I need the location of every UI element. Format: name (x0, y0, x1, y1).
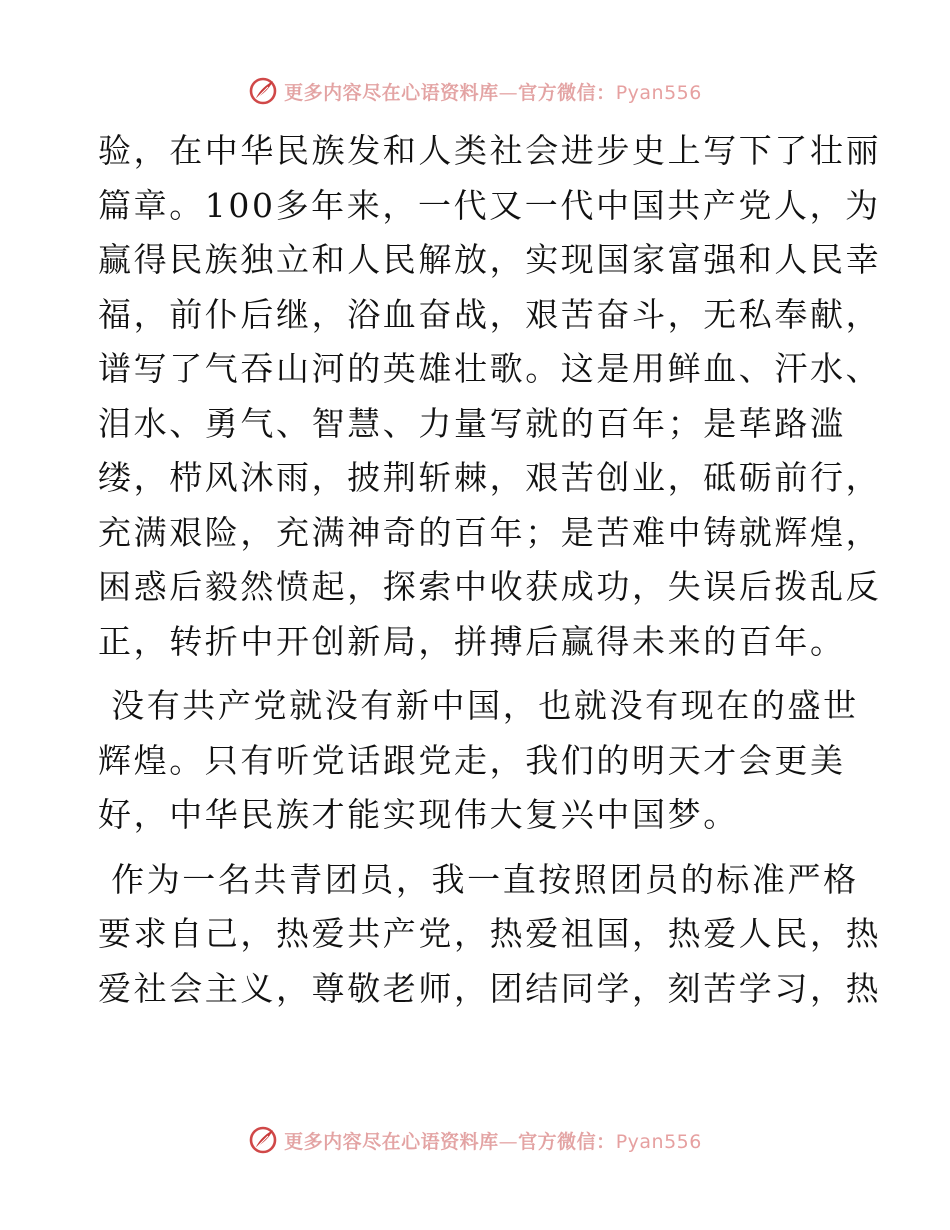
watermark-text (284, 78, 702, 105)
text-line: 赢得民族独立和人民解放，实现国家富强和人民幸 (98, 240, 882, 279)
watermark-wechat-id: Pyan556 (615, 1130, 702, 1153)
text-line: 谱写了气吞山河的英雄壮歌。这是用鲜血、汗水、 (98, 349, 882, 388)
text-line: 泪水、勇气、智慧、力量写就的百年；是荜路滥 (98, 403, 846, 443)
watermark-title: 更多内容尽在心语资料库 (284, 81, 499, 104)
text-line: 要求自己，热爱共产党，热爱祖国，热爱人民，热 (98, 914, 882, 953)
text-line: 没有共产党就没有新中国，也就没有现在的盛世 (98, 686, 859, 725)
watermark-separator: — (498, 1130, 519, 1153)
text-line: 作为一名共青团员，我一直按照团员的标准严格 (98, 859, 859, 899)
text-line: 篇章。100多年来，一代又一代中国共产党人，为 (98, 185, 881, 225)
watermark-text (284, 1127, 702, 1154)
watermark-wechat-id: Pyan556 (615, 81, 702, 104)
text-line: 辉煌。只有听党话跟党走，我们的明天才会更美 (98, 740, 846, 780)
paragraph-2 (98, 679, 858, 843)
text-line: 正，转折中开创新局，拼搏后赢得未来的百年。 (98, 621, 846, 661)
text-line: 困惑后毅然愤起，探索中收获成功，失误后拨乱反 (98, 567, 882, 606)
text-line: 好，中华民族才能实现伟大复兴中国梦。 (98, 795, 739, 834)
footer-watermark (0, 1123, 950, 1157)
text-line: 福，前仆后继，浴血奋战，艰苦奋斗，无私奉献， (98, 294, 882, 334)
watermark-official: 官方微信： (518, 1130, 616, 1153)
header-watermark (0, 74, 950, 108)
watermark-official: 官方微信： (518, 81, 616, 104)
watermark-title: 更多内容尽在心语资料库 (284, 1130, 499, 1153)
document-body (98, 124, 882, 1016)
text-line: 充满艰险，充满神奇的百年；是苦难中铸就辉煌， (98, 512, 882, 552)
paragraph-1 (98, 124, 882, 669)
watermark-separator: — (498, 81, 519, 104)
feather-logo-icon (248, 76, 278, 106)
text-line: 验，在中华民族发和人类社会进步史上写下了壮丽 (98, 131, 882, 170)
feather-logo-icon (248, 1125, 278, 1155)
text-line: 缕，栉风沐雨，披荆斩棘，艰苦创业，砥砺前行， (98, 458, 882, 497)
paragraph-3 (98, 853, 882, 1017)
text-line: 爱社会主义，尊敬老师，团结同学，刻苦学习，热 (98, 968, 882, 1008)
